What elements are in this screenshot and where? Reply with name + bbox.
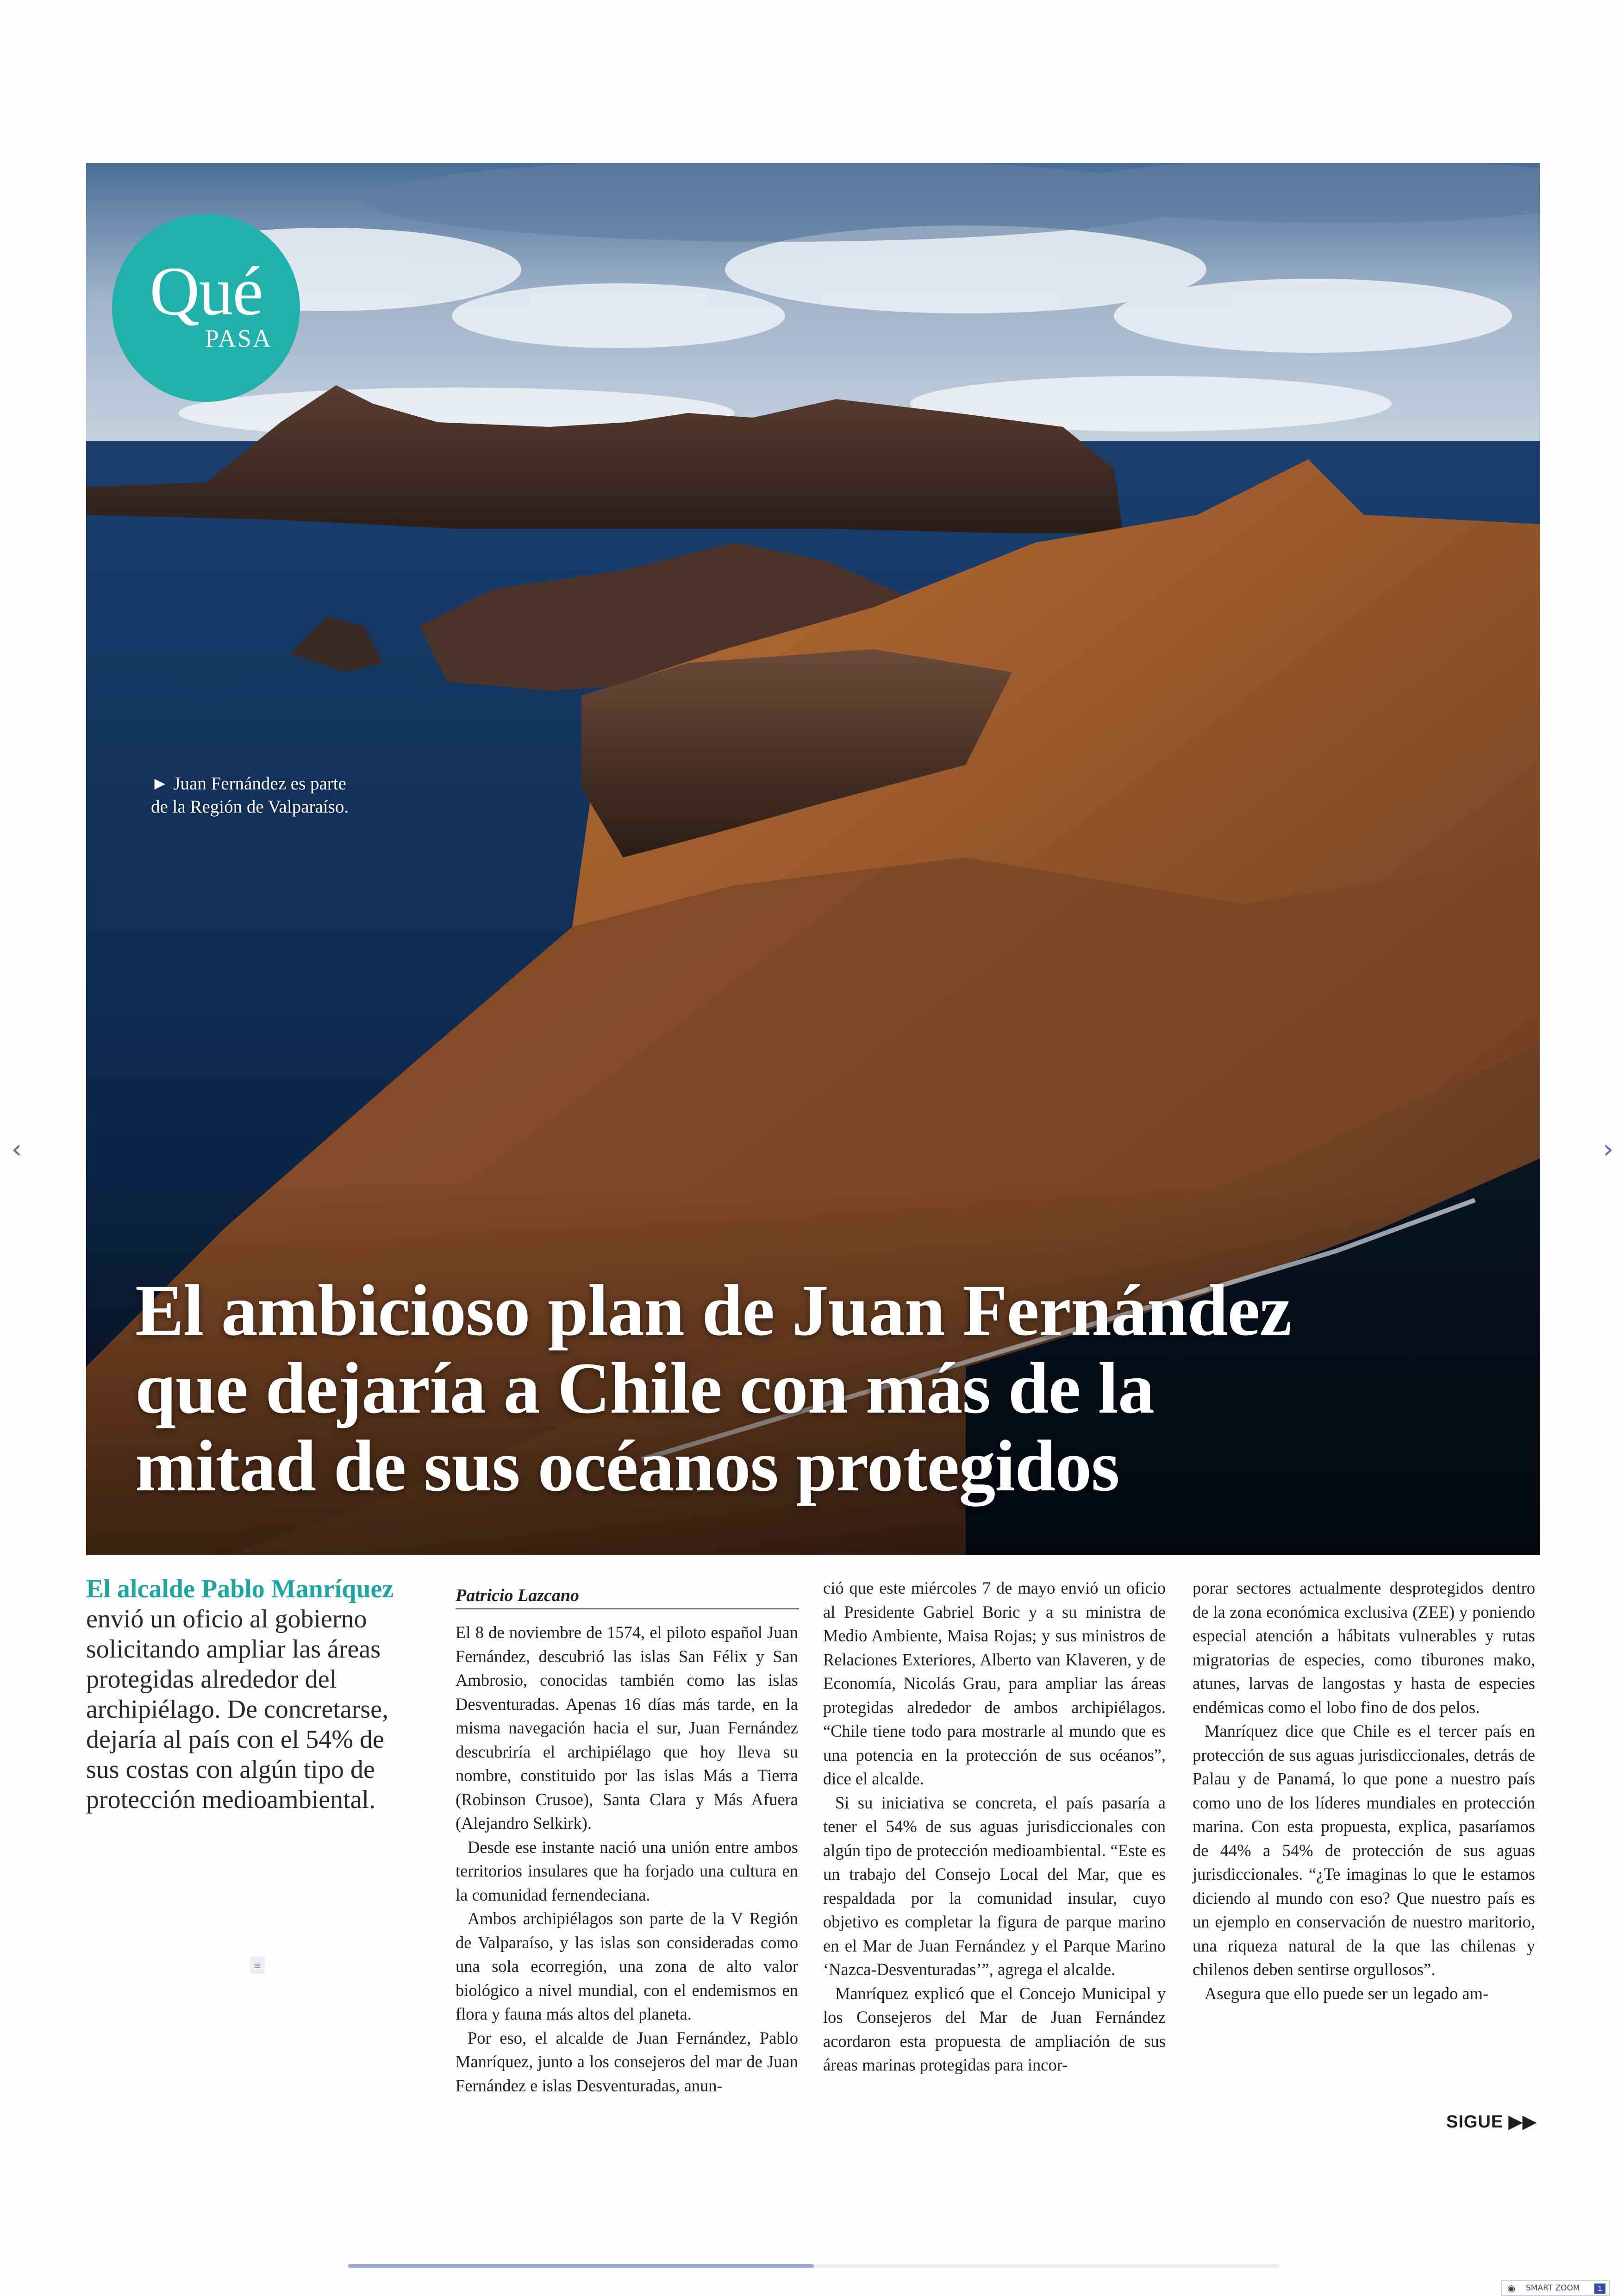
paragraph: Si su iniciativa se concreta, el país pasaría a tener el 54% de sus aguas jurisdiccionales con algún tipo de protección medioambiental. “Este es un trabajo del Consejo Local del Mar, que es respaldada por la comunidad insular, cuyo objetivo es completar la figura de parque marino en el Mar de Juan Fernández y el Parque Marino ‘Nazca-Desventuradas’”, agrega el alcalde. (823, 1793, 1166, 1979)
paragraph: El 8 de noviembre de 1574, el piloto español Juan Fernández, descubrió las islas San Félix y San Ambrosio, conocidas también como las islas Desventuradas. Apenas 16 días más tarde, en la misma navegación hacia el sur, Juan Fernández descubriría el archipiélago que hoy lleva su nombre, constituido por las islas Más a Tierra (Robinson Crusoe), Santa Clara y Más Afuera (Alejandro Selkirk). (456, 1623, 798, 1833)
page-progress-bar[interactable] (348, 2264, 1280, 2268)
logo-que: Qué (150, 253, 262, 330)
eye-icon: ◉ (1507, 2283, 1516, 2294)
que-pasa-logo (112, 214, 300, 402)
paragraph: ció que este miércoles 7 de mayo envió un oficio al Presidente Gabriel Boric y a su ministra de Medio Ambiente, Maisa Rojas; y sus ministros de Relaciones Exteriores, Alberto van Klaveren, y de Economía, Nicolás Grau, para ampliar las áreas protegidas alrededor de ambos archipiélagos. “Chile tiene todo para mostrarle al mundo que es una potencia en la protección de sus océanos”, dice el alcalde. (823, 1578, 1166, 1788)
continue-label[interactable]: SIGUE ▶▶ (1446, 2112, 1537, 2132)
paragraph: Asegura que ello puede ser un legado am- (1205, 1983, 1489, 2003)
caption-line-1: ► Juan Fernández es parte (151, 774, 346, 794)
smart-zoom-button[interactable] (1501, 2280, 1610, 2296)
article-column-2 (823, 1576, 1166, 2077)
page-progress-fill (348, 2264, 814, 2268)
logo-pasa: PASA (205, 325, 272, 352)
paragraph: Manríquez explicó que el Concejo Municipal y los Consejeros del Mar de Juan Fernández acordaron esta propuesta de ampliación de sus áreas marinas protegidas para incor- (823, 1983, 1166, 2074)
chevron-left-icon[interactable]: ‹ (11, 1134, 22, 1164)
paragraph: Por eso, el alcalde de Juan Fernández, Pablo Manríquez, junto a los consejeros del mar de Juan Fernández e islas Desventuradas, anun- (456, 2028, 798, 2095)
hero-photo (86, 163, 1540, 1555)
page-number-badge: 1 (1594, 2283, 1605, 2294)
paragraph: Desde ese instante nació una unión entre ambos territorios insulares que ha forjado una cultura en la comunidad fernendeciana. (456, 1837, 798, 1904)
paragraph: porar sectores actualmente desprotegidos dentro de la zona económica exclusiva (ZEE) y poniendo especial atención a hábitats vulnerables y rutas migratorias de especies, como tiburones mako, atunes, larvas de langostas y hasta de especies endémicas como el lobo fino de dos pelos. (1193, 1578, 1535, 1717)
document-icon[interactable]: ≡ (250, 1957, 265, 1974)
paragraph: Manríquez dice que Chile es el tercer país en protección de sus aguas jurisdiccionales, detrás de Palau y de Panamá, lo que pone a nuestro país como uno de los líderes mundiales en protección marina. Con esta propuesta, explica, pasaríamos de 44% a 54% de protección de sus aguas jurisdiccionales. “¿Te imaginas lo que le estamos diciendo al mundo con eso? Que nuestro país es un ejemplo en conservación de nuestro maritorio, una riqueza natural de la que las chilenas y chilenos deben sentirse orgullosos”. (1193, 1721, 1535, 1979)
paragraph: Ambos archipiélagos son parte de la V Región de Valparaíso, y las islas son consideradas como una sola ecorregión, una zona de alto valor biológico a nivel mundial, con el endemismos en flora y fauna más altos del planeta. (456, 1909, 798, 2023)
headline-line-3: mitad de sus océanos protegidos (135, 1426, 1119, 1507)
article-column-3 (1193, 1576, 1535, 2005)
lead-highlight: El alcalde Pablo Manríquez (86, 1575, 394, 1603)
lead-text: envió un oficio al gobierno solicitando ampliar las áreas protegidas alrededor del archipiélago. De concretarse, dejaría al país con el 54% de sus costas con algún tipo de protección medioambiental. (86, 1605, 388, 1814)
photo-caption (151, 772, 392, 819)
caption-line-2: de la Región de Valparaíso. (151, 797, 349, 817)
article-headline (135, 1272, 1505, 1505)
headline-line-2: que dejaría a Chile con más de la (135, 1348, 1154, 1429)
smart-zoom-label: SMART ZOOM (1526, 2283, 1580, 2293)
byline: Patricio Lazcano (456, 1585, 799, 1609)
chevron-right-icon[interactable]: › (1603, 1134, 1614, 1164)
article-lead (86, 1574, 419, 1815)
headline-line-1: El ambicioso plan de Juan Fernández (135, 1270, 1292, 1351)
article-column-1 (456, 1620, 798, 2097)
